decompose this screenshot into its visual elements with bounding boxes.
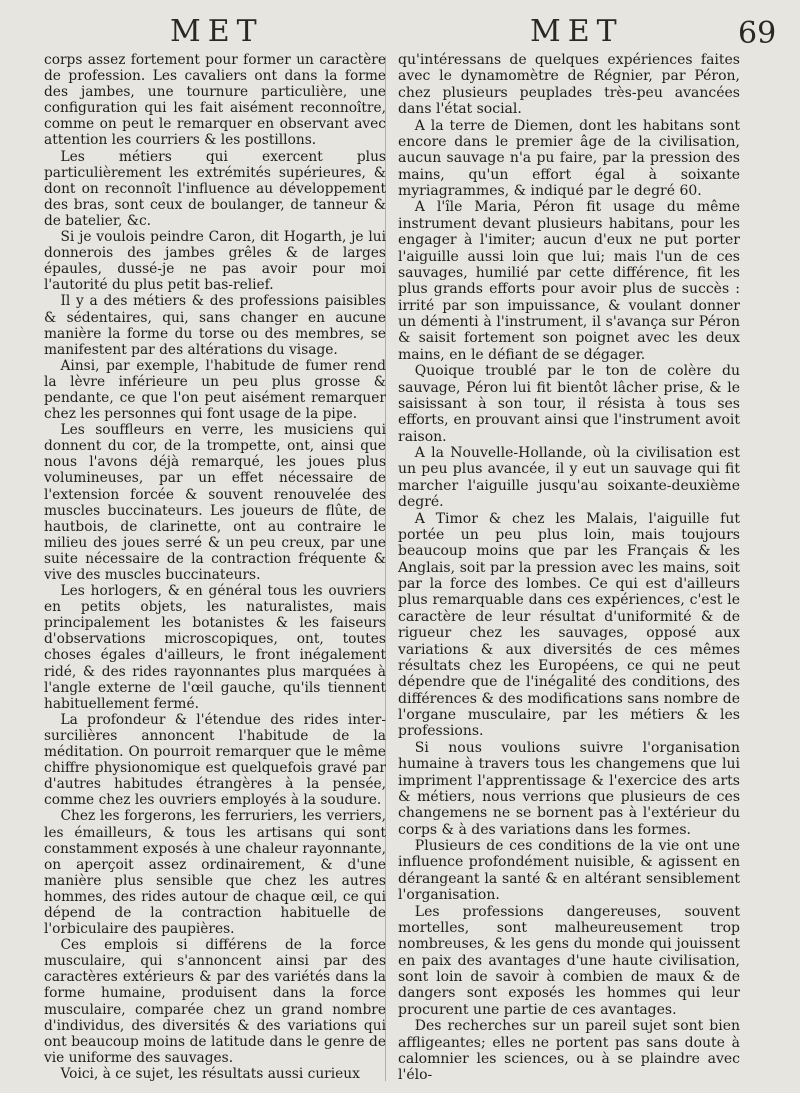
paragraph: Si nous voulions suivre l'organisation humaine à travers tous les changemens que lui impriment l'apprentissage & l'exercice des arts & métiers, nous verrions que plusieurs de ces changemens ne se bornent pas à l'extérieur du corps & à des variations dans les formes.	[398, 739, 740, 838]
running-header	[0, 14, 800, 54]
paragraph: Quoique troublé par le ton de colère du sauvage, Péron lui fit bientôt lâcher prise, & le saisissant à son tour, il résista à tous ses efforts, en prouvant ainsi que l'instrument avoit raison.	[398, 363, 740, 445]
paragraph: Ces emplois si différens de la force musculaire, qui s'annoncent ainsi par des caractères extérieurs & par des variétés dans la forme humaine, produisent dans la force musculaire, comparée chez un grand nombre d'individus, des diversités & des variations qui ont beaucoup moins de latitude dans le genre de vie uniforme des sauvages.	[44, 937, 386, 1066]
paragraph: Chez les forgerons, les ferruriers, les verriers, les émailleurs, & tous les artisans qui sont constamment exposés à une chaleur rayonnante, on aperçoit assez ordinairement, & d'une manière plus sensible que chez les autres hommes, des rides autour de chaque œil, ce qui dépend de la contraction habituelle de l'orbiculaire des paupières.	[44, 808, 386, 938]
page-number: 69	[738, 16, 777, 51]
paragraph: Les métiers qui exercent plus particulièrement les extrémités supérieures, & dont on reconnoît l'influence au développement des bras, sont ceux de boulanger, de tanneur & de batelier, &c.	[44, 148, 386, 229]
paragraph: Plusieurs de ces conditions de la vie ont une influence profondément nuisible, & agissent en dérangeant la santé & en altérant sensiblement l'organisation.	[398, 838, 740, 904]
paragraph: A la Nouvelle-Hollande, où la civilisation est un peu plus avancée, il y eut un sauvage qui fit marcher l'aiguille jusqu'au soixante-deuxième degré.	[398, 445, 740, 511]
paragraph: A la terre de Diemen, dont les habitans sont encore dans le premier âge de la civilisation, aucun sauvage n'a pu faire, par la pression des mains, qu'un effort égal à soixante myriagrammes, & indiqué par le degré 60.	[398, 117, 740, 199]
paragraph: Si je voulois peindre Caron, dit Hogarth, je lui donnerois des jambes grêles & de larges épaules, dussé-je ne pas avoir pour moi l'autorité du plus petit bas-relief.	[44, 229, 386, 294]
paragraph: Les horlogers, & en général tous les ouvriers en petits objets, les naturalistes, mais principalement les botanistes & les faiseurs d'observations microscopiques, ont, toutes choses égales d'ailleurs, le front inégalement ridé, & des rides rayonnantes plus marquées à l'angle externe de l'œil gauche, qu'ils tiennent habituellement fermé.	[44, 583, 386, 712]
paragraph: Voici, à ce sujet, les résultats aussi curieux	[60, 1065, 360, 1082]
paragraph: La profondeur & l'étendue des rides inter-surcilières annoncent l'habitude de la méditation. On pourroit remarquer que le même chiffre physionomique est quelquefois gravé par d'autres habitudes étrangères à la pensée, comme chez les ouvriers employés à la soudure.	[44, 711, 386, 809]
paragraph: A l'île Maria, Péron fit usage du même instrument devant plusieurs habitans, pour les engager à l'imiter; aucun d'eux ne put porter l'aiguille aussi loin que lui; mais l'un de ces sauvages, humilié par cette différence, fit les plus grands efforts pour avoir plus de succès : irrité par son impuissance, & voulant donner un démenti à l'instrument, il s'avança sur Péron & saisit fortement son poignet avec les deux mains, en le défiant de se dégager.	[398, 199, 740, 363]
paragraph: qu'intéressans de quelques expériences faites avec le dynamomètre de Régnier, par Péron, chez plusieurs peuplades très-peu avancées dans l'état social.	[398, 52, 740, 118]
paragraph: Ainsi, par exemple, l'habitude de fumer rend la lèvre inférieure un peu plus grosse & pendante, ce que l'on peut aisément remarquer chez les personnes qui font usage de la pipe.	[44, 357, 386, 423]
running-head-right: MET	[530, 14, 624, 49]
paragraph: Les professions dangereuses, souvent mortelles, sont malheureusement trop nombreuses, & les gens du monde qui jouissent en paix des avantages d'une haute civilisation, sont loin de savoir à combien de maux & de dangers sont exposés les hommes qui leur procurent une partie de ces avantages.	[398, 903, 740, 1018]
running-head-left: MET	[170, 14, 264, 49]
paragraph: corps assez fortement pour former un caractère de profession. Les cavaliers ont dans la forme des jambes, une tournure particulière, une configuration qui les fait aisément reconnoître, comme on peut le remarquer en observant avec attention les courriers & les postillons.	[44, 52, 386, 149]
right-column	[398, 52, 740, 1084]
paragraph: Il y a des métiers & des professions paisibles & sédentaires, qui, sans changer en aucune manière la forme du torse ou des membres, se manifestent par des altérations du visage.	[44, 293, 386, 358]
paragraph: Les souffleurs en verre, les musiciens qui donnent du cor, de la trompette, ont, ainsi que nous l'avons déjà remarqué, les joues plus volumineuses, par un effet nécessaire de l'extension forcée & souvent renouvelée des muscles buccinateurs. Les joueurs de flûte, de hautbois, de clarinette, ont au contraire le milieu des joues serré & un peu creux, par une suite nécessaire de la contraction fréquente & vive des muscles buccinateurs.	[44, 422, 386, 583]
left-column	[44, 52, 386, 1082]
paragraph: A Timor & chez les Malais, l'aiguille fut portée un peu plus loin, mais toujours beaucoup moins que par les Français & les Anglais, soit par la pression avec les mains, soit par la force des lombes. Ce qui est d'ailleurs plus remarquable dans ces expériences, c'est le caractère de leur résultat d'uniformité & de rigueur chez les sauvages, opposé aux variations & aux diversités de ces mêmes résultats chez les Européens, ce qui ne peut dépendre que de l'inégalité des conditions, des différences & des modifications sans nombre de l'organe musculaire, par les métiers & les professions.	[398, 510, 740, 740]
paragraph: Des recherches sur un pareil sujet sont bien affligeantes; elles ne portent pas sans doute à calomnier les sciences, ou à se plaindre avec l'élo-	[398, 1018, 740, 1084]
